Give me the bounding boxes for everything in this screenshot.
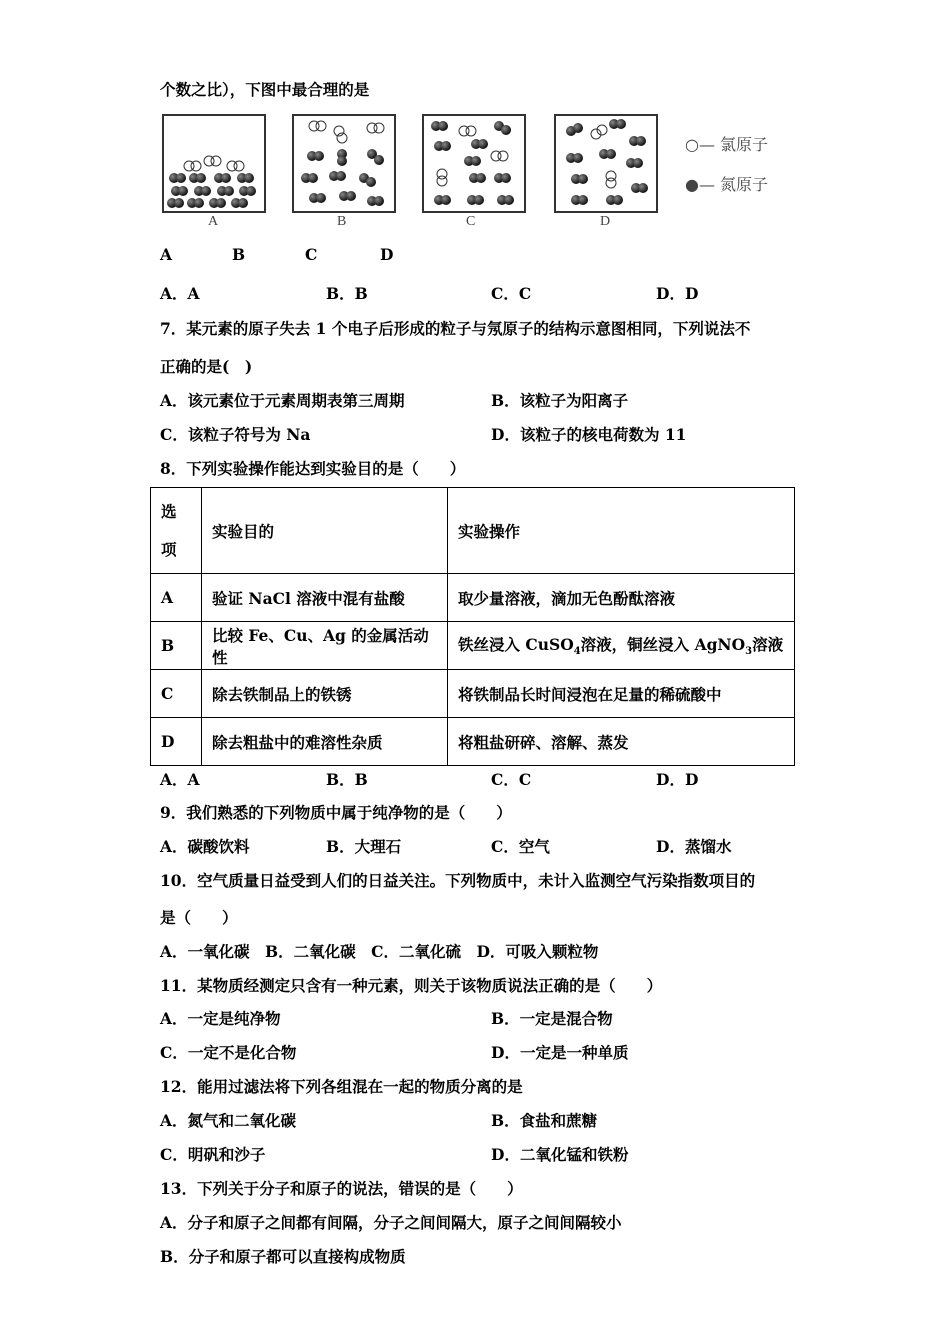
q9-option-c[interactable]: C．空气 xyxy=(491,837,550,856)
figure-label-d: D xyxy=(600,214,611,229)
q6-sub-label-a: A xyxy=(160,245,173,264)
figure-label-a: A xyxy=(208,214,219,229)
figure-box-c xyxy=(422,114,526,213)
q6-sub-label-d: D xyxy=(380,245,394,264)
row-purpose: 比较 Fe、Cu、Ag 的金属活动性 xyxy=(202,622,448,670)
q8-option-d[interactable]: D．D xyxy=(656,770,699,789)
header-purpose: 实验目的 xyxy=(202,488,448,574)
figure-box-d xyxy=(554,114,658,213)
figure-box-a xyxy=(162,114,266,213)
q7-option-d[interactable]: D．该粒子的核电荷数为 11 xyxy=(491,425,687,444)
table-header-row xyxy=(151,488,795,574)
row-operation: 将粗盐研碎、溶解、蒸发 xyxy=(448,718,795,766)
q12-stem: 12．能用过滤法将下列各组混在一起的物质分离的是 xyxy=(160,1077,523,1096)
q7-option-c[interactable]: C．该粒子符号为 Na xyxy=(160,425,311,444)
legend-chlorine: ○— 氯原子 xyxy=(685,135,769,154)
q10-stem-line1: 10．空气质量日益受到人们的日益关注。下列物质中，未计入监测空气污染指数项目的 xyxy=(160,871,756,890)
q13-option-a[interactable]: A．分子和原子之间都有间隔，分子之间间隔大，原子之间间隔较小 xyxy=(160,1213,622,1232)
figure-label-b: B xyxy=(337,214,347,229)
table-row xyxy=(151,718,795,766)
figure-label-c: C xyxy=(466,214,476,229)
row-label: C xyxy=(151,670,202,718)
q8-option-c[interactable]: C．C xyxy=(491,770,532,789)
q6-option-a[interactable]: A．A xyxy=(160,284,200,303)
q12-option-d[interactable]: D．二氧化锰和铁粉 xyxy=(491,1145,629,1164)
q9-option-a[interactable]: A．碳酸饮料 xyxy=(160,837,250,856)
q13-stem: 13．下列关于分子和原子的说法，错误的是（ ） xyxy=(160,1179,523,1198)
row-operation: 取少量溶液，滴加无色酚酞溶液 xyxy=(448,574,795,622)
table-row xyxy=(151,670,795,718)
table-row xyxy=(151,574,795,622)
legend-nitrogen: ●— 氮原子 xyxy=(685,175,769,194)
header-operation: 实验操作 xyxy=(448,488,795,574)
q8-table xyxy=(150,487,795,766)
q9-stem: 9．我们熟悉的下列物质中属于纯净物的是（ ） xyxy=(160,803,512,822)
q12-option-a[interactable]: A．氮气和二氧化碳 xyxy=(160,1111,297,1130)
row-label: D xyxy=(151,718,202,766)
q10-options[interactable]: A．一氧化碳 B．二氧化碳 C．二氧化硫 D．可吸入颗粒物 xyxy=(160,942,599,961)
row-purpose: 除去粗盐中的难溶性杂质 xyxy=(202,718,448,766)
q8-option-a[interactable]: A．A xyxy=(160,770,200,789)
q11-option-d[interactable]: D．一定是一种单质 xyxy=(491,1043,629,1062)
q13-option-b[interactable]: B．分子和原子都可以直接构成物质 xyxy=(160,1247,406,1266)
q9-option-b[interactable]: B．大理石 xyxy=(326,837,402,856)
q11-stem: 11．某物质经测定只含有一种元素，则关于该物质说法正确的是（ ） xyxy=(160,976,663,995)
row-purpose: 除去铁制品上的铁锈 xyxy=(202,670,448,718)
table-row xyxy=(151,622,795,670)
q11-option-b[interactable]: B．一定是混合物 xyxy=(491,1009,613,1028)
intro-text: 个数之比），下图中最合理的是 xyxy=(160,80,370,99)
q7-option-a[interactable]: A．该元素位于元素周期表第三周期 xyxy=(160,391,405,410)
q11-option-c[interactable]: C．一定不是化合物 xyxy=(160,1043,297,1062)
q10-stem-line2: 是（ ） xyxy=(160,908,238,927)
row-label: B xyxy=(151,622,202,670)
q9-option-d[interactable]: D．蒸馏水 xyxy=(656,837,732,856)
q6-option-d[interactable]: D．D xyxy=(656,284,699,303)
q6-option-b[interactable]: B．B xyxy=(326,284,368,303)
q7-stem-line1: 7．某元素的原子失去 1 个电子后形成的粒子与氖原子的结构示意图相同，下列说法不 xyxy=(160,319,751,338)
row-purpose: 验证 NaCl 溶液中混有盐酸 xyxy=(202,574,448,622)
q6-sub-label-b: B xyxy=(232,245,246,264)
row-operation: 将铁制品长时间浸泡在足量的稀硫酸中 xyxy=(448,670,795,718)
q12-option-b[interactable]: B．食盐和蔗糖 xyxy=(491,1111,598,1130)
q7-option-b[interactable]: B．该粒子为阳离子 xyxy=(491,391,629,410)
q7-stem-line2: 正确的是( ) xyxy=(160,357,253,376)
header-option: 选 项 xyxy=(151,488,202,574)
q6-sub-label-c: C xyxy=(305,245,318,264)
row-label: A xyxy=(151,574,202,622)
figure-box-b xyxy=(292,114,396,213)
q8-stem: 8．下列实验操作能达到实验目的是（ ） xyxy=(160,459,466,478)
q12-option-c[interactable]: C．明矾和沙子 xyxy=(160,1145,266,1164)
q11-option-a[interactable]: A．一定是纯净物 xyxy=(160,1009,281,1028)
q6-option-c[interactable]: C．C xyxy=(491,284,532,303)
q8-option-b[interactable]: B．B xyxy=(326,770,368,789)
row-operation: 铁丝浸入 CuSO$_4$溶液，铜丝浸入 AgNO$_3$溶液 xyxy=(448,622,795,670)
